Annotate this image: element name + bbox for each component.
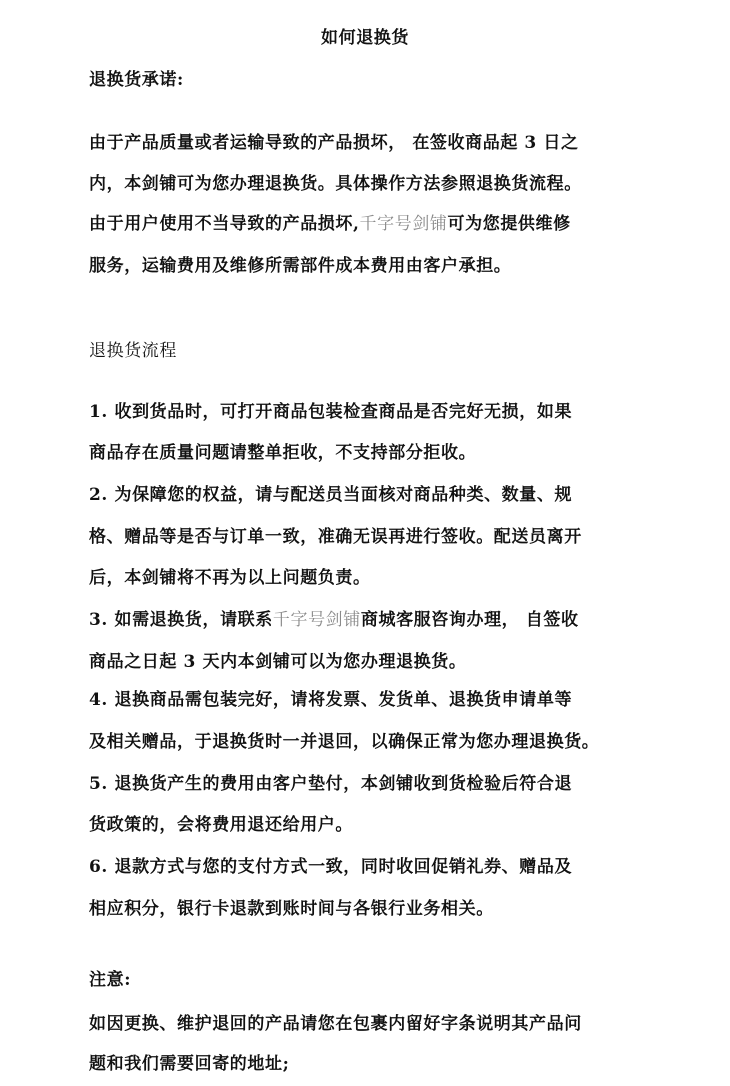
process-line-1: 1. 收到货品时，可打开商品包装检查商品是否完好无损，如果 [89, 402, 573, 422]
process-line-11: 货政策的，会将费用退还给用户。 [89, 815, 353, 835]
process-heading: 退换货流程 [89, 341, 177, 361]
process-line-7: 商品之日起 3 天内本剑铺可以为您办理退换货。 [89, 652, 467, 672]
promise-line-4: 服务，运输费用及维修所需部件成本费用由客户承担。 [89, 256, 512, 276]
process-line-12: 6. 退款方式与您的支付方式一致，同时收回促销礼券、赠品及 [89, 857, 573, 877]
brand-name: 千字号剑铺 [359, 214, 448, 234]
promise-line-3-pre: 由于用户使用不当导致的产品损坏, [89, 214, 360, 234]
process-line-3: 2. 为保障您的权益，请与配送员当面核对商品种类、数量、规 [89, 485, 573, 505]
process-line-6 [89, 610, 649, 630]
promise-line-1: 由于产品质量或者运输导致的产品损坏， 在签收商品起 3 日之 [89, 133, 579, 153]
notes-line-1: 如因更换、维护退回的产品请您在包裹内留好字条说明其产品问 [89, 1014, 582, 1034]
promise-line-3 [89, 214, 649, 234]
process-line-5: 后，本剑铺将不再为以上问题负责。 [89, 568, 371, 588]
promise-line-2: 内，本剑铺可为您办理退换货。具体操作方法参照退换货流程。 [89, 174, 582, 194]
process-line-8: 4. 退换商品需包装完好，请将发票、发货单、退换货申请单等 [89, 690, 573, 710]
process-line-2: 商品存在质量问题请整单拒收，不支持部分拒收。 [89, 443, 477, 463]
promise-line-3-post: 可为您提供维修 [447, 214, 571, 234]
process-item-3-pre: 3. 如需退换货，请联系 [89, 610, 273, 630]
process-line-13: 相应积分，银行卡退款到账时间与各银行业务相关。 [89, 899, 494, 919]
page-title: 如何退换货 [321, 28, 409, 48]
process-line-10: 5. 退换货产生的费用由客户垫付，本剑铺收到货检验后符合退 [89, 774, 573, 794]
process-line-4: 格、赠品等是否与订单一致，准确无误再进行签收。配送员离开 [89, 527, 582, 547]
notes-line-2: 题和我们需要回寄的地址; [89, 1054, 290, 1074]
process-line-9: 及相关赠品，于退换货时一并退回，以确保正常为您办理退换货。 [89, 732, 600, 752]
promise-heading: 退换货承诺: [89, 70, 184, 90]
process-item-3-post: 商城客服咨询办理， 自签收 [360, 610, 579, 630]
brand-name: 千字号剑铺 [272, 610, 361, 630]
notes-heading: 注意: [89, 970, 132, 990]
